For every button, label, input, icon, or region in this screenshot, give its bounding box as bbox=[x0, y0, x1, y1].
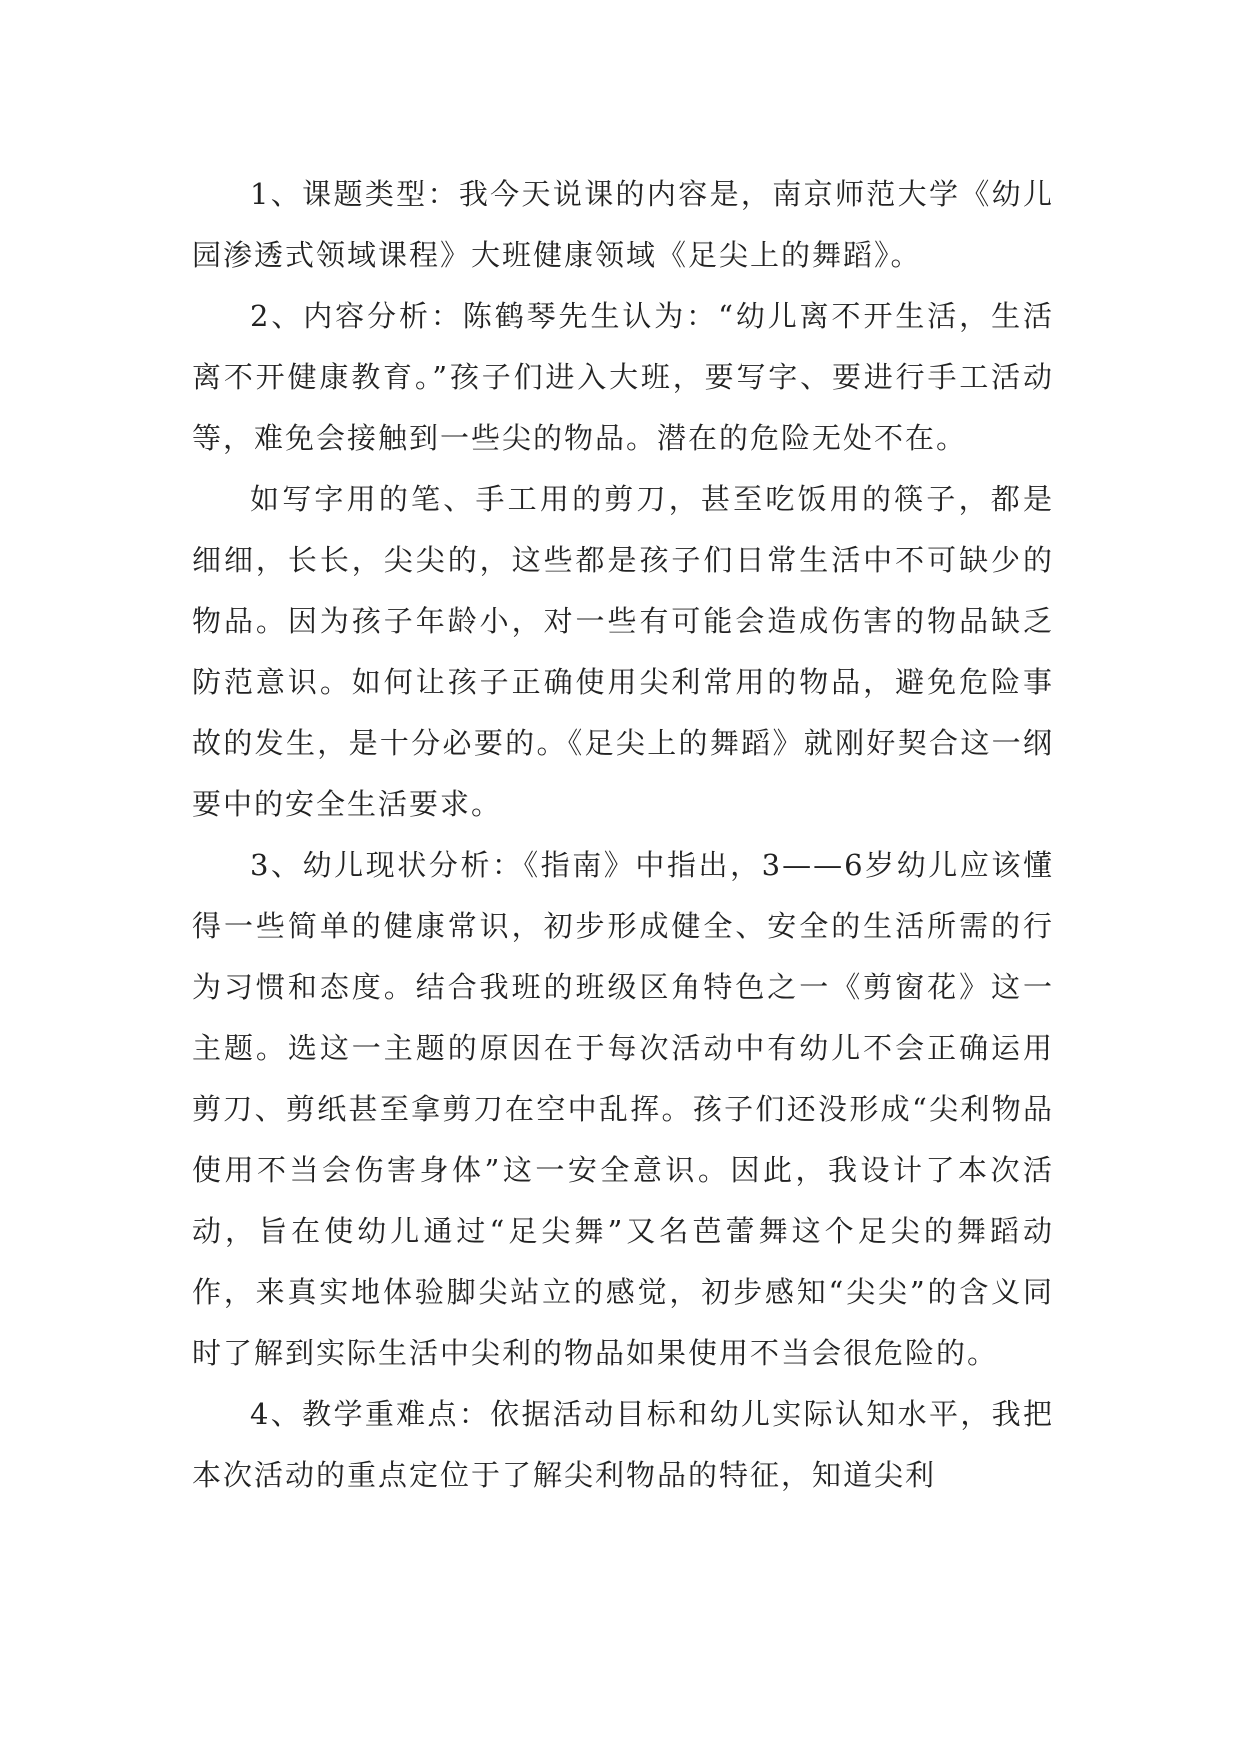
document-body bbox=[192, 164, 1054, 1506]
paragraph-children-status: 3、幼儿现状分析：《指南》中指出，3——6岁幼儿应该懂得一些简单的健康常识，初步形成健全、安全的生活所需的行为习惯和态度。结合我班的班级区角特色之一《剪窗花》这一主题。选这一主题的原因在于每次活动中有幼儿不会正确运用剪刀、剪纸甚至拿剪刀在空中乱挥。孩子们还没形成“尖利物品使用不当会伤害身体”这一安全意识。因此，我设计了本次活动，旨在使幼儿通过“足尖舞”又名芭蕾舞这个足尖的舞蹈动作，来真实地体验脚尖站立的感觉，初步感知“尖尖”的含义同时了解到实际生活中尖利的物品如果使用不当会很危险的。 bbox=[192, 848, 1054, 1370]
paragraph-key-points: 4、教学重难点：依据活动目标和幼儿实际认知水平，我把本次活动的重点定位于了解尖利物品的特征，知道尖利 bbox=[192, 1397, 1054, 1492]
paragraph-examples: 如写字用的笔、手工用的剪刀，甚至吃饭用的筷子，都是细细，长长，尖尖的，这些都是孩子们日常生活中不可缺少的物品。因为孩子年龄小，对一些有可能会造成伤害的物品缺乏防范意识。如何让孩子正确使用尖利常用的物品，避免危险事故的发生，是十分必要的。《足尖上的舞蹈》就刚好契合这一纲要中的安全生活要求。 bbox=[192, 482, 1054, 821]
paragraph-content-analysis: 2、内容分析：陈鹤琴先生认为：“幼儿离不开生活，生活离不开健康教育。”孩子们进入大班，要写字、要进行手工活动等，难免会接触到一些尖的物品。潜在的危险无处不在。 bbox=[192, 299, 1054, 455]
paragraph-course-type: 1、课题类型：我今天说课的内容是，南京师范大学《幼儿园渗透式领域课程》大班健康领域《足尖上的舞蹈》。 bbox=[192, 177, 1054, 272]
